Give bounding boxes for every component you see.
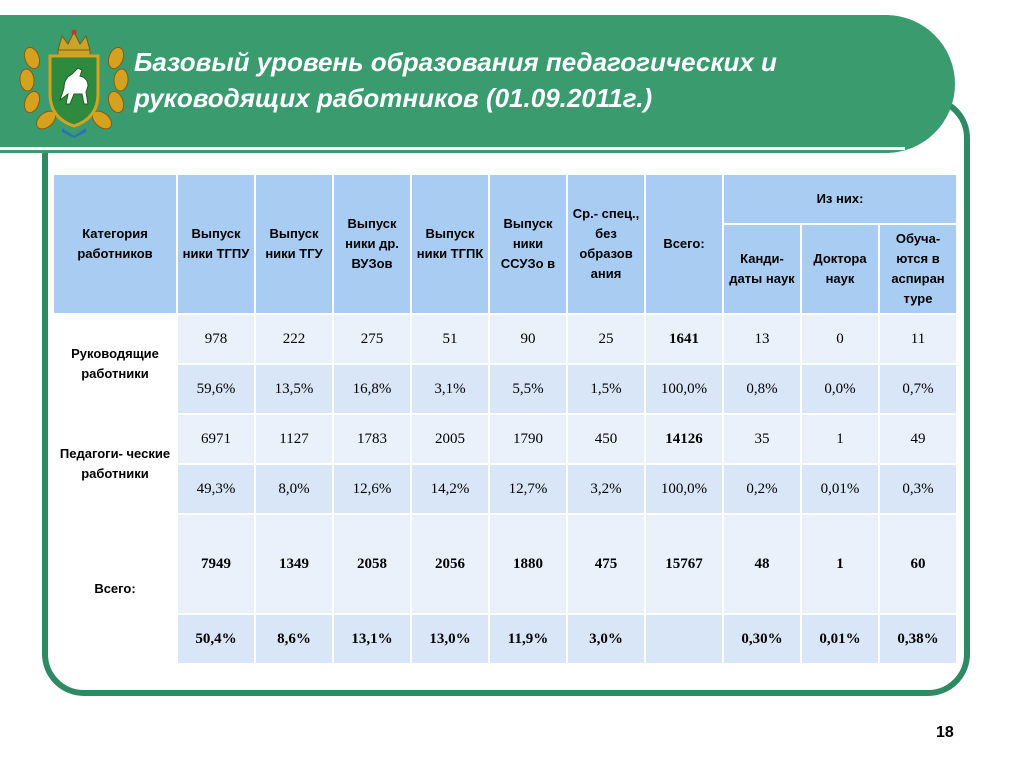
table-cell: 90 (489, 314, 567, 364)
table-cell: 222 (255, 314, 333, 364)
slide-title (134, 44, 924, 116)
table-row (53, 614, 957, 664)
table-row (53, 464, 957, 514)
table-cell: 0,2% (723, 464, 801, 514)
table-cell: 978 (177, 314, 255, 364)
table-cell: 2056 (411, 514, 489, 614)
table-cell: 13 (723, 314, 801, 364)
table-cell: 0,01% (801, 614, 879, 664)
table-cell: 59,6% (177, 364, 255, 414)
table-cell: 49 (879, 414, 957, 464)
table-cell: 2005 (411, 414, 489, 464)
table-cell: 275 (333, 314, 411, 364)
header-no-education: Ср.- спец., без образов ания (567, 174, 645, 314)
table-cell: 0,38% (879, 614, 957, 664)
table-cell: 11,9% (489, 614, 567, 664)
table-cell: 12,7% (489, 464, 567, 514)
table-cell: 1349 (255, 514, 333, 614)
page-number: 18 (936, 724, 954, 741)
table-cell: 0,7% (879, 364, 957, 414)
table-cell: 450 (567, 414, 645, 464)
table-cell: 15767 (645, 514, 723, 614)
table-cell: 0,8% (723, 364, 801, 414)
table-row (53, 314, 957, 364)
table-cell: 5,5% (489, 364, 567, 414)
table-cell: 475 (567, 514, 645, 614)
table-cell: 1,5% (567, 364, 645, 414)
table-cell: 1783 (333, 414, 411, 464)
banner-underline (0, 147, 905, 150)
header-total: Всего: (645, 174, 723, 314)
header-ssuz: Выпуск ники ССУЗо в (489, 174, 567, 314)
table-cell: 35 (723, 414, 801, 464)
row-category-teachers: Педагоги- ческие работники (53, 414, 177, 514)
table-cell: 14126 (645, 414, 723, 464)
table-cell: 50,4% (177, 614, 255, 664)
table-cell: 13,5% (255, 364, 333, 414)
table-cell: 60 (879, 514, 957, 614)
table-cell: 0,01% (801, 464, 879, 514)
table-cell: 8,6% (255, 614, 333, 664)
table-cell: 3,2% (567, 464, 645, 514)
table-cell: 1641 (645, 314, 723, 364)
title-line-2: руководящих работников (01.09.2011г.) (134, 83, 653, 113)
table-cell: 12,6% (333, 464, 411, 514)
table-cell: 13,0% (411, 614, 489, 664)
title-line-1: Базовый уровень образования педагогических и (134, 47, 777, 77)
table-cell: 3,1% (411, 364, 489, 414)
table-cell: 11 (879, 314, 957, 364)
table-cell: 7949 (177, 514, 255, 614)
table-cell: 16,8% (333, 364, 411, 414)
header-tgpu: Выпуск ники ТГПУ (177, 174, 255, 314)
table-cell: 2058 (333, 514, 411, 614)
table-cell: 3,0% (567, 614, 645, 664)
table-cell: 0,0% (801, 364, 879, 414)
table-cell: 51 (411, 314, 489, 364)
header-postgrad: Обуча- ются в аспиран туре (879, 224, 957, 314)
table-cell: 6971 (177, 414, 255, 464)
table-cell (645, 614, 723, 664)
table-cell: 0,3% (879, 464, 957, 514)
table-cell: 49,3% (177, 464, 255, 514)
table-cell: 1880 (489, 514, 567, 614)
table-cell: 14,2% (411, 464, 489, 514)
header-tgu: Выпуск ники ТГУ (255, 174, 333, 314)
table-row (53, 514, 957, 614)
education-table (52, 173, 958, 665)
table-row (53, 414, 957, 464)
header-doctors: Доктора наук (801, 224, 879, 314)
header-category: Категория работников (53, 174, 177, 314)
table-cell: 1127 (255, 414, 333, 464)
header-other-vuz: Выпуск ники др. ВУЗов (333, 174, 411, 314)
header-tgpk: Выпуск ники ТГПК (411, 174, 489, 314)
table-cell: 13,1% (333, 614, 411, 664)
table-cell: 100,0% (645, 464, 723, 514)
table-row (53, 364, 957, 414)
table-cell: 0,30% (723, 614, 801, 664)
table-cell: 48 (723, 514, 801, 614)
header-row (53, 174, 957, 224)
table-cell: 0 (801, 314, 879, 364)
coat-of-arms-icon (18, 28, 130, 138)
table-cell: 1790 (489, 414, 567, 464)
row-category-managers: Руководящие работники (53, 314, 177, 414)
header-candidates: Канди- даты наук (723, 224, 801, 314)
table-cell: 25 (567, 314, 645, 364)
table-cell: 8,0% (255, 464, 333, 514)
header-of-them: Из них: (723, 174, 957, 224)
row-category-total: Всего: (53, 514, 177, 664)
table-cell: 100,0% (645, 364, 723, 414)
table-cell: 1 (801, 414, 879, 464)
table-cell: 1 (801, 514, 879, 614)
